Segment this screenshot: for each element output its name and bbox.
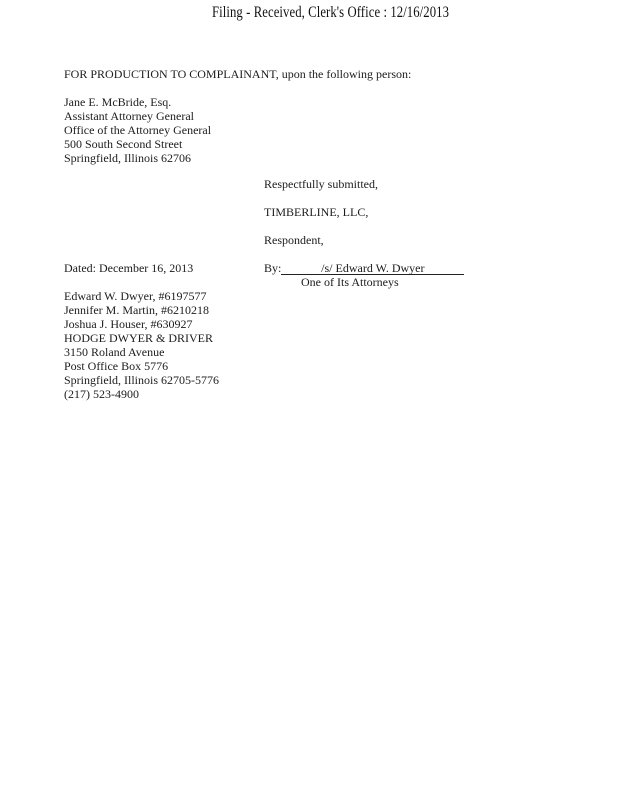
- date-line: Dated: December 16, 2013: [64, 261, 194, 275]
- counsel-line: (217) 523-4900: [64, 387, 139, 401]
- counsel-line: Joshua J. Houser, #630927: [64, 317, 193, 331]
- signature: /s/ Edward W. Dwyer: [281, 261, 464, 275]
- service-intro: FOR PRODUCTION TO COMPLAINANT, upon the following person:: [64, 67, 412, 81]
- filing-stamp: Filing - Received, Clerk's Office : 12/16/2013: [212, 4, 450, 21]
- party-name: TIMBERLINE, LLC,: [264, 205, 369, 219]
- counsel-line: 3150 Roland Avenue: [64, 345, 165, 359]
- respectfully-submitted: Respectfully submitted,: [264, 177, 378, 191]
- recipient-line: Assistant Attorney General: [64, 109, 194, 123]
- party-role: Respondent,: [264, 233, 324, 247]
- counsel-line: Jennifer M. Martin, #6210218: [64, 303, 209, 317]
- recipient-line: 500 South Second Street: [64, 137, 183, 151]
- recipient-line: Springfield, Illinois 62706: [64, 151, 191, 165]
- counsel-line: Post Office Box 5776: [64, 359, 169, 373]
- counsel-line: Springfield, Illinois 62705-5776: [64, 373, 219, 387]
- counsel-line: Edward W. Dwyer, #6197577: [64, 289, 207, 303]
- recipient-address: [64, 95, 211, 165]
- counsel-line: HODGE DWYER & DRIVER: [64, 331, 213, 345]
- by-label: By:: [264, 261, 282, 275]
- signature-line: [264, 261, 464, 275]
- counsel-block: [64, 289, 219, 401]
- recipient-line: Office of the Attorney General: [64, 123, 212, 137]
- recipient-line: Jane E. McBride, Esq.: [64, 95, 172, 109]
- signature-caption: One of Its Attorneys: [301, 275, 399, 289]
